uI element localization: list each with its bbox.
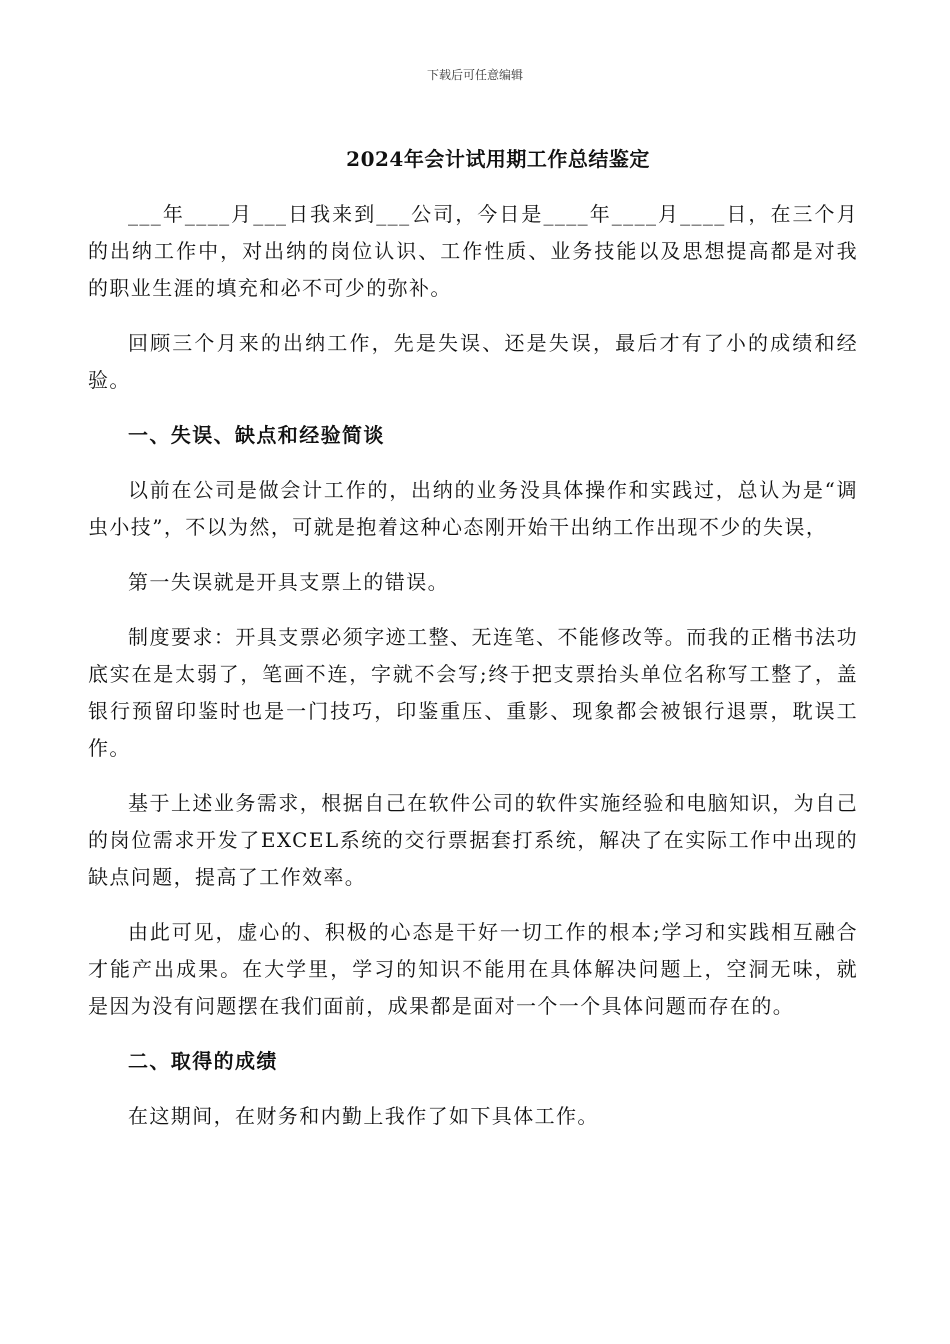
paragraph-rules: 制度要求：开具支票必须字迹工整、无连笔、不能修改等。而我的正楷书法功底实在是太弱了，笔画不连，字就不会写;终于把支票抬头单位名称写工整了，盖银行预留印鉴时也是一门技巧，印鉴重压、重影、现象都会被银行退票，耽误工作。 <box>88 625 858 760</box>
paragraph-review: 回顾三个月来的出纳工作，先是失误、还是失误，最后才有了小的成绩和经验。 <box>88 331 858 392</box>
document-title: 2024年会计试用期工作总结鉴定 <box>346 147 650 171</box>
section-heading-2: 二、取得的成绩 <box>128 1049 278 1073</box>
paragraph-excel-system: 基于上述业务需求，根据自己在软件公司的软件实施经验和电脑知识，为自己的岗位需求开发了EXCEL系统的交行票据套打系统，解决了在实际工作中出现的缺点问题，提高了工作效率。 <box>88 791 858 889</box>
paragraph-achievements: 在这期间，在财务和内勤上我作了如下具体工作。 <box>128 1104 599 1128</box>
header-note: 下载后可任意编辑 <box>426 68 523 82</box>
section-heading-1: 一、失误、缺点和经验简谈 <box>128 423 385 447</box>
paragraph-past-work: 以前在公司是做会计工作的，出纳的业务没具体操作和实践过，总认为是“调虫小技”，不以为然，可就是抱着这种心态刚开始干出纳工作出现不少的失误， <box>88 478 858 539</box>
paragraph-first-mistake: 第一失误就是开具支票上的错误。 <box>128 570 449 594</box>
paragraph-intro: ___年____月___日我来到___公司，今日是____年____月____日，在三个月的出纳工作中，对出纳的岗位认识、工作性质、业务技能以及思想提高都是对我的职业生涯的填充和必不可少的弥补。 <box>88 202 858 300</box>
document-body <box>88 196 858 1153</box>
paragraph-conclusion: 由此可见，虚心的、积极的心态是干好一切工作的根本;学习和实践相互融合才能产出成果。在大学里，学习的知识不能用在具体解决问题上，空洞无味，就是因为没有问题摆在我们面前，成果都是面对一个一个具体问题而存在的。 <box>88 920 858 1018</box>
